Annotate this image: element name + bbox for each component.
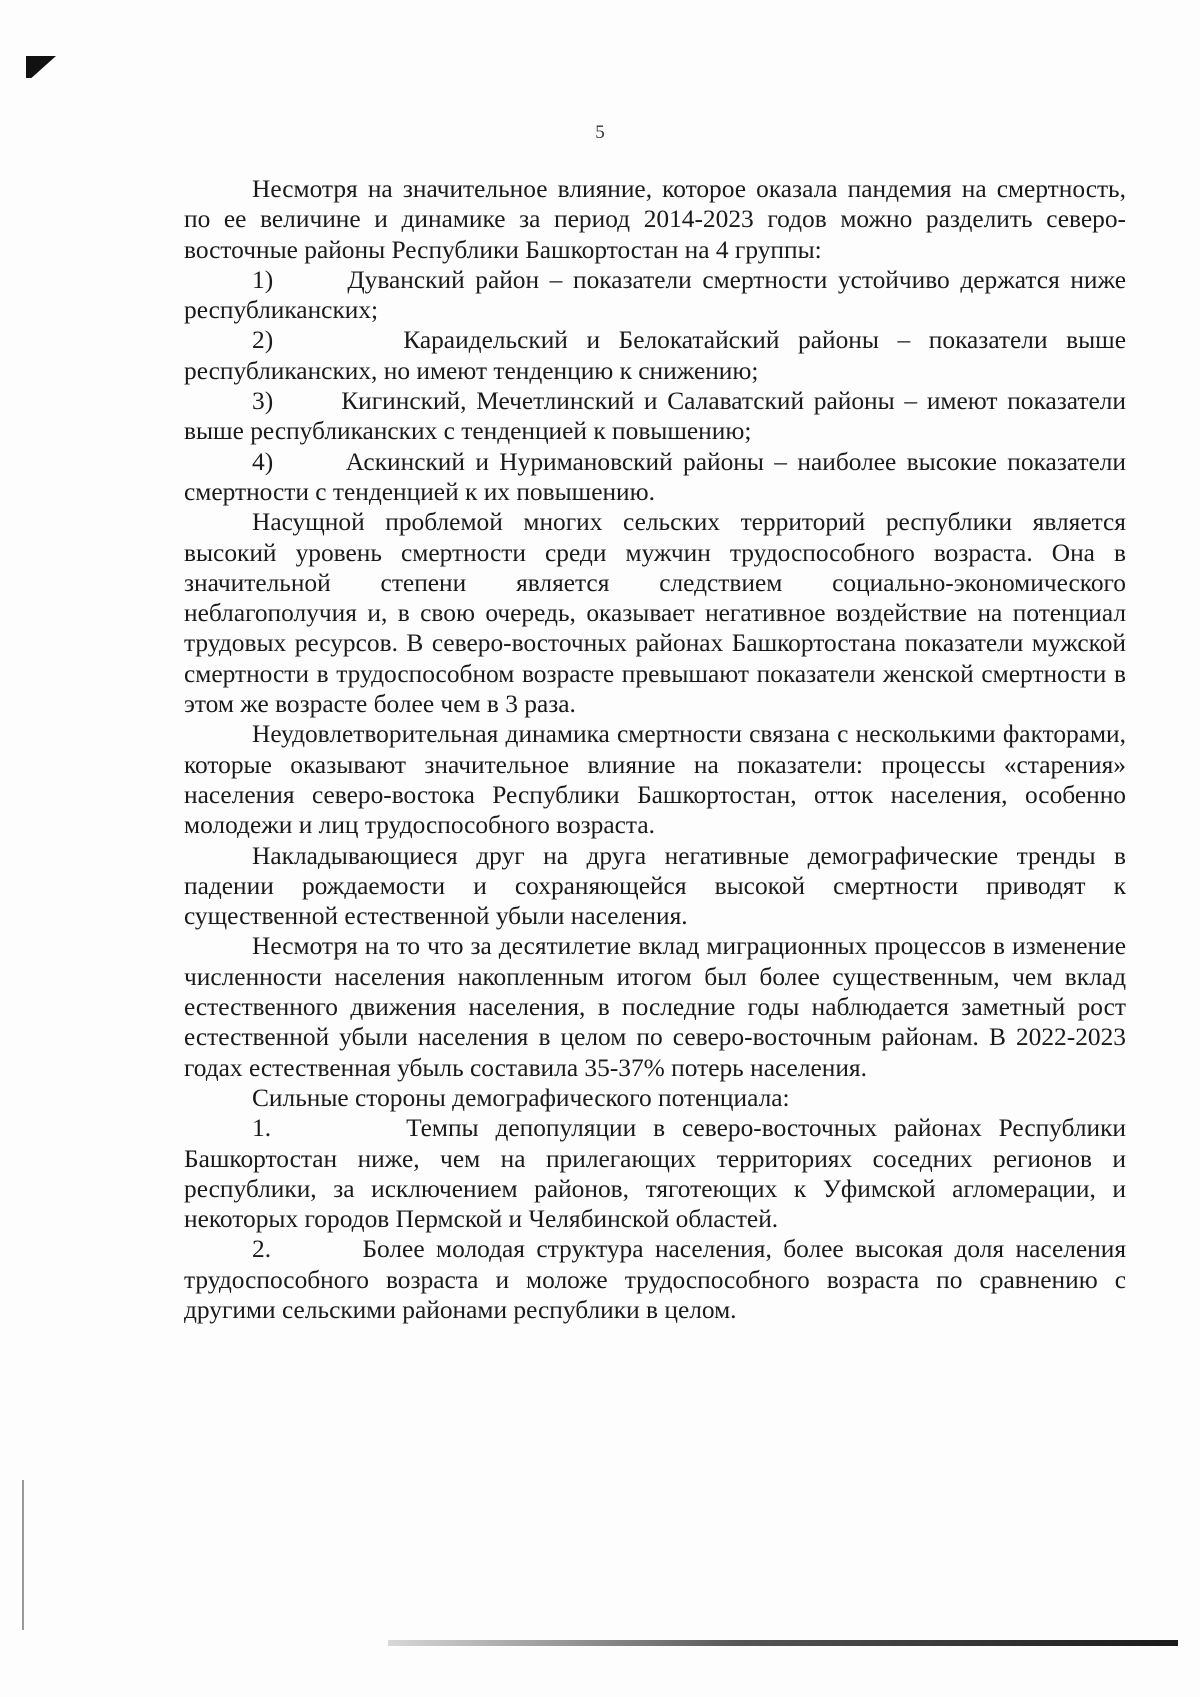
- list-item: [184, 1234, 1126, 1325]
- list-item: [184, 1113, 1126, 1234]
- list-item-text: Дуванский район – показатели смертности устойчиво держатся ниже республиканских;: [184, 265, 1126, 325]
- strengths-list: [184, 1113, 1126, 1325]
- page-number: 5: [595, 122, 605, 143]
- paragraph-demographic-trends: Накладывающиеся друг на друга негативные демографические тренды в падении рождаемости и сохраняющейся высокой смертности приводят к существенной естественной убыли населения.: [184, 841, 1126, 931]
- list-item: [184, 386, 1126, 447]
- scan-bottom-rule: [388, 1640, 1178, 1646]
- list-item-number: 1): [252, 265, 274, 294]
- list-item-text: Кигинский, Мечетлинский и Салаватский районы – имеют показатели выше республиканских с тенденцией к повышению;: [184, 387, 1126, 446]
- scan-edge-line: [22, 1480, 24, 1630]
- list-item-text: Аскинский и Нуримановский районы – наиболее высокие показатели смертности с тенденцией к их повышению.: [184, 447, 1127, 506]
- paragraph-mortality-factors: Неудовлетворительная динамика смертности связана с несколькими факторами, которые оказывают значительное влияние на показатели: процессы «старения» населения северо-востока Республики Башкортостан, отток населения, особенно молодежи и лиц трудоспособного возраста.: [184, 720, 1126, 840]
- list-item-number: 2): [252, 326, 274, 355]
- list-item-text: Более молодая структура населения, более высокая доля населения трудоспособного возраста и моложе трудоспособного возраста по сравнению с другими сельскими районами республики в целом.: [184, 1235, 1127, 1324]
- list-item: [184, 447, 1126, 508]
- list-item: [184, 325, 1126, 386]
- paragraph-male-mortality: Насущной проблемой многих сельских территорий республики является высокий уровень смертности среди мужчин трудоспособного возраста. Она в значительной степени является следствием социально-экономического неблагополучия и, в свою очередь, оказывает негативное воздействие на потенциал трудовых ресурсов. В северо-восточных районах Башкортостана показатели мужской смертности в трудоспособном возрасте превышают показатели женской смертности в этом же возрасте более чем в 3 раза.: [184, 508, 1126, 719]
- list-item: [184, 265, 1126, 326]
- list-item-number: 1.: [252, 1114, 272, 1143]
- list-item-number: 3): [252, 387, 274, 416]
- list-item-text: Темпы депопуляции в северо-восточных районах Республики Башкортостан ниже, чем на прилегающих территориях соседних регионов и республики, за исключением районов, тяготеющих к Уфимской агломерации, и некоторых городов Пермской и Челябинской областей.: [184, 1114, 1127, 1234]
- document-body: [184, 174, 1126, 1325]
- paragraph-intro: Несмотря на значительное влияние, которое оказала пандемия на смертность, по ее величине и динамике за период 2014-2023 годов можно разделить северо-восточные районы Республики Башкортостан на 4 группы:: [184, 175, 1126, 264]
- district-groups-list: [184, 265, 1126, 507]
- list-item-text: Караидельский и Белокатайский районы – показатели выше республиканских, но имеют тенденцию к снижению;: [184, 326, 1127, 385]
- list-item-number: 4): [252, 447, 274, 476]
- paragraph-strengths-heading: Сильные стороны демографического потенциала:: [252, 1083, 790, 1112]
- list-item-number: 2.: [252, 1235, 272, 1264]
- paragraph-migration: Несмотря на то что за десятилетие вклад миграционных процессов в изменение численности населения накопленным итогом был более существенным, чем вклад естественного движения населения, в последние годы наблюдается заметный рост естественной убыли населения в целом по северо-восточным районам. В 2022-2023 годах естественная убыль составила 35-37% потерь населения.: [184, 932, 1126, 1082]
- scan-corner-mark: [26, 56, 56, 78]
